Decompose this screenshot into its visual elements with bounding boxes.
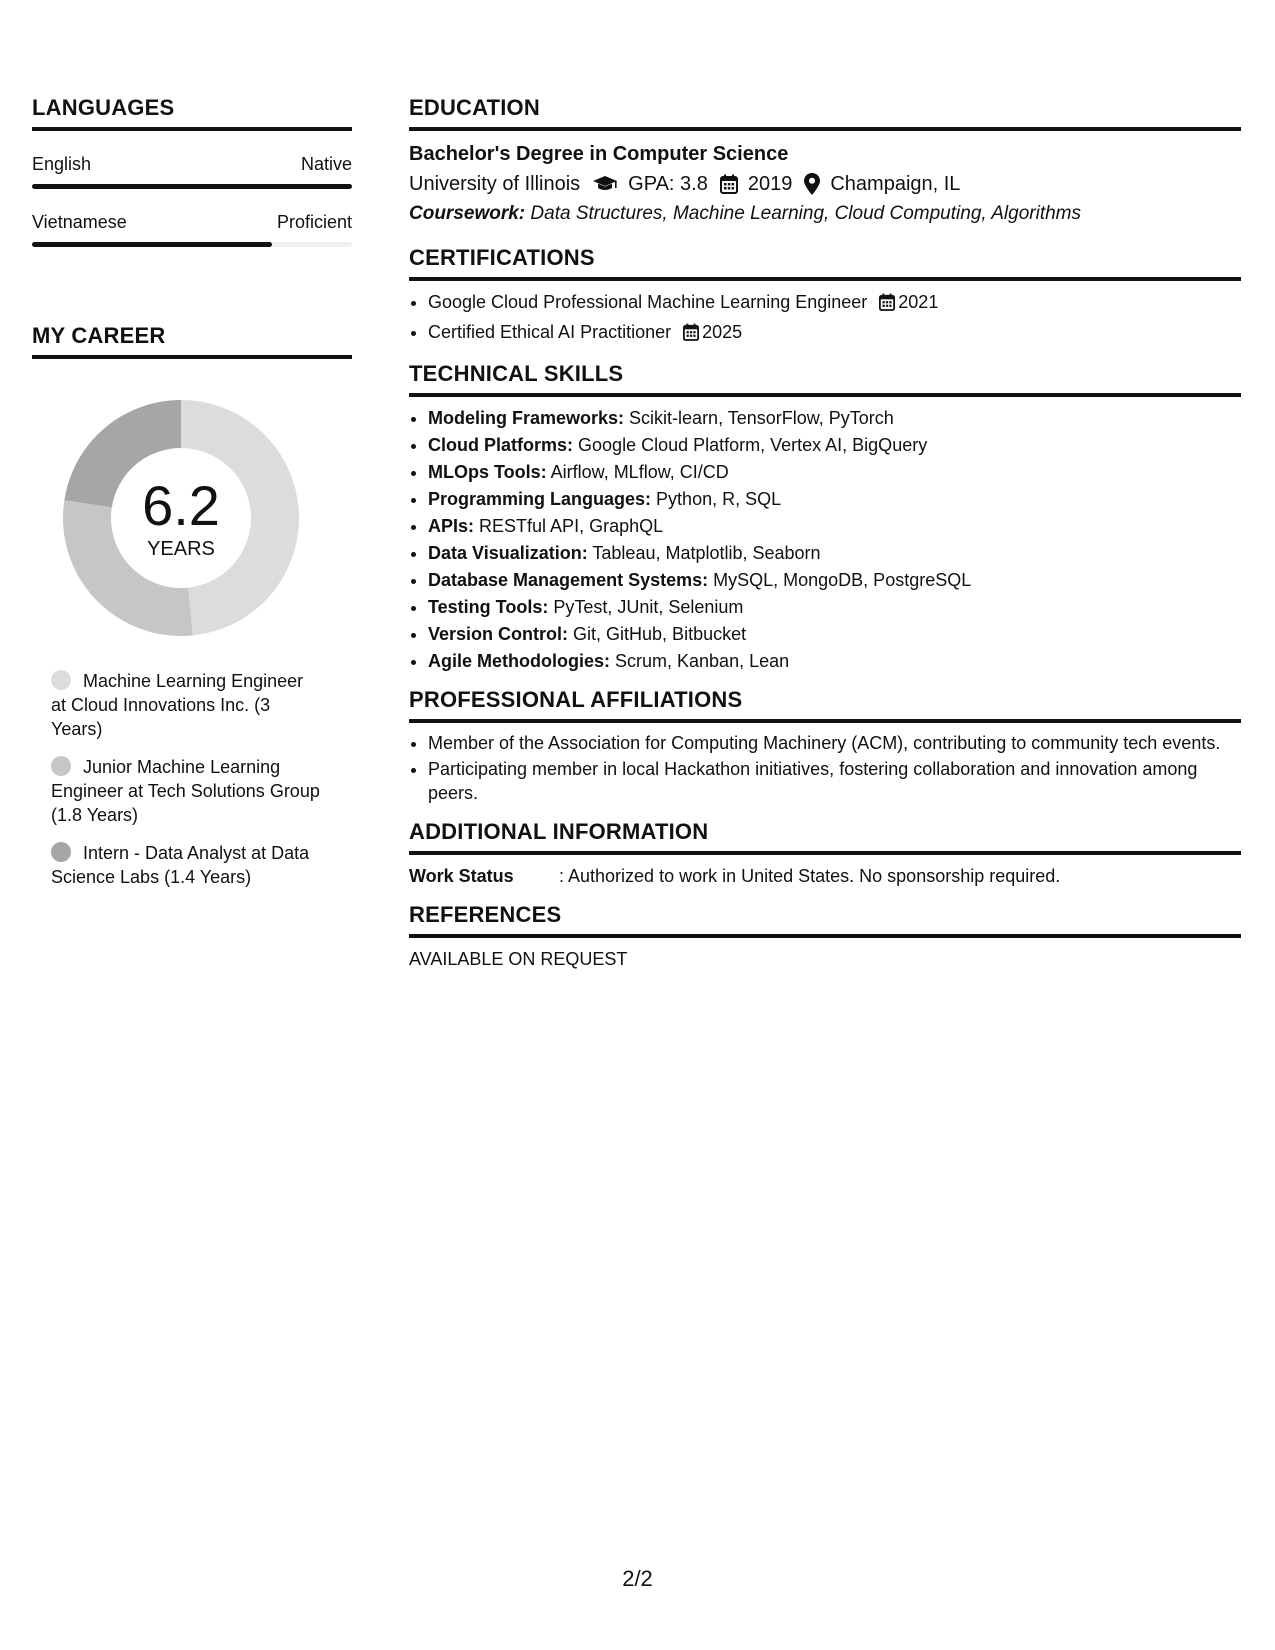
certification-item — [428, 289, 1241, 319]
affiliation-item: • Member of the Association for Computing Machinery (ACM), contributing to community tech events. — [428, 731, 1241, 755]
legend-item — [51, 669, 321, 741]
skill-item — [428, 621, 1241, 648]
additional-info-title: ADDITIONAL INFORMATION — [409, 819, 1241, 855]
skill-label: Version Control: — [428, 624, 569, 644]
skill-item — [428, 405, 1241, 432]
skill-item — [428, 540, 1241, 567]
legend-label: Machine Learning Engineer at Cloud Innovations Inc. (3 Years) — [51, 671, 304, 739]
certification-year: 2025 — [702, 322, 743, 342]
education-location: Champaign, IL — [830, 173, 961, 195]
legend-item — [51, 841, 321, 889]
certifications-title: CERTIFICATIONS — [409, 245, 1241, 281]
career-total: 6.2 — [142, 474, 220, 537]
skill-label: MLOps Tools: — [428, 462, 547, 482]
skill-item — [428, 432, 1241, 459]
calendar-icon — [879, 292, 895, 319]
skill-value: Google Cloud Platform, Vertex AI, BigQuery — [578, 435, 928, 455]
skill-value: Git, GitHub, Bitbucket — [573, 624, 747, 644]
language-bar — [32, 184, 352, 189]
skill-value: Python, R, SQL — [656, 489, 782, 509]
education-year: 2019 — [747, 173, 793, 195]
language-bar-fill — [32, 184, 352, 189]
legend-item — [51, 755, 321, 827]
coursework-text: Data Structures, Machine Learning, Cloud Computing, Algorithms — [530, 203, 1081, 224]
language-level: Native — [300, 154, 352, 174]
legend-dot — [51, 670, 71, 690]
skill-label: Agile Methodologies: — [428, 651, 610, 671]
affiliations-list — [409, 731, 1241, 805]
graduation-cap-icon — [592, 175, 618, 193]
skill-label: Modeling Frameworks: — [428, 408, 625, 428]
skill-label: Data Visualization: — [428, 543, 588, 563]
skills-list — [409, 405, 1241, 675]
skill-label: Database Management Systems: — [428, 570, 709, 590]
legend-dot — [51, 756, 71, 776]
skill-value: RESTful API, GraphQL — [479, 516, 664, 536]
language-bar — [32, 242, 352, 247]
certification-item — [428, 319, 1241, 349]
language-name: Vietnamese — [32, 212, 127, 232]
skill-item — [428, 567, 1241, 594]
skill-label: Cloud Platforms: — [428, 435, 574, 455]
location-pin-icon — [804, 173, 820, 195]
skill-item — [428, 459, 1241, 486]
career-title: MY CAREER — [32, 323, 352, 359]
skill-item — [428, 648, 1241, 675]
certification-name: Certified Ethical AI Practitioner — [428, 322, 672, 342]
skill-value: Scikit-learn, TensorFlow, PyTorch — [629, 408, 894, 428]
language-level: Proficient — [276, 212, 352, 232]
language-item — [32, 211, 352, 247]
work-status-value: : Authorized to work in United States. No sponsorship required. — [559, 866, 1061, 886]
skill-label: APIs: — [428, 516, 475, 536]
calendar-icon — [720, 174, 738, 194]
education-gpa: GPA: 3.8 — [628, 173, 708, 195]
skill-label: Testing Tools: — [428, 597, 549, 617]
page-number: 2/2 — [622, 1566, 653, 1591]
legend-label: Intern - Data Analyst at Data Science Labs (1.4 Years) — [51, 843, 310, 887]
legend-dot — [51, 842, 71, 862]
left-column — [32, 95, 352, 903]
education-meta — [409, 171, 1241, 197]
skill-value: Airflow, MLflow, CI/CD — [550, 462, 729, 482]
references-title: REFERENCES — [409, 902, 1241, 938]
references-text: AVAILABLE ON REQUEST — [409, 949, 628, 969]
calendar-icon — [683, 322, 699, 349]
certification-year: 2021 — [898, 292, 939, 312]
coursework-label: Coursework: — [409, 203, 526, 224]
work-status-row — [409, 864, 1241, 888]
language-item — [32, 153, 352, 189]
career-donut — [56, 393, 306, 643]
legend-label: Junior Machine Learning Engineer at Tech Solutions Group (1.8 Years) — [51, 757, 320, 825]
affiliation-item: • Participating member in local Hackathon initiatives, fostering collaboration and innovation among peers. — [428, 757, 1241, 805]
certifications-list — [409, 289, 1241, 349]
education-coursework — [409, 201, 1241, 227]
skill-item — [428, 594, 1241, 621]
career-legend — [51, 669, 321, 889]
skill-item — [428, 486, 1241, 513]
skills-title: TECHNICAL SKILLS — [409, 361, 1241, 397]
education-degree: Bachelor's Degree in Computer Science — [409, 143, 789, 165]
affiliations-title: PROFESSIONAL AFFILIATIONS — [409, 687, 1241, 723]
skill-value: Tableau, Matplotlib, Seaborn — [592, 543, 821, 563]
languages-title: LANGUAGES — [32, 95, 352, 131]
career-unit: YEARS — [147, 538, 215, 560]
skill-value: PyTest, JUnit, Selenium — [553, 597, 744, 617]
right-column — [409, 95, 1241, 971]
certification-name: Google Cloud Professional Machine Learning Engineer — [428, 292, 868, 312]
education-title: EDUCATION — [409, 95, 1241, 131]
work-status-label: Work Status — [409, 866, 514, 886]
skill-value: MySQL, MongoDB, PostgreSQL — [713, 570, 972, 590]
education-school: University of Illinois — [409, 173, 581, 195]
skill-item — [428, 513, 1241, 540]
skill-label: Programming Languages: — [428, 489, 652, 509]
language-name: English — [32, 154, 92, 174]
language-bar-fill — [32, 242, 272, 247]
skill-value: Scrum, Kanban, Lean — [615, 651, 790, 671]
